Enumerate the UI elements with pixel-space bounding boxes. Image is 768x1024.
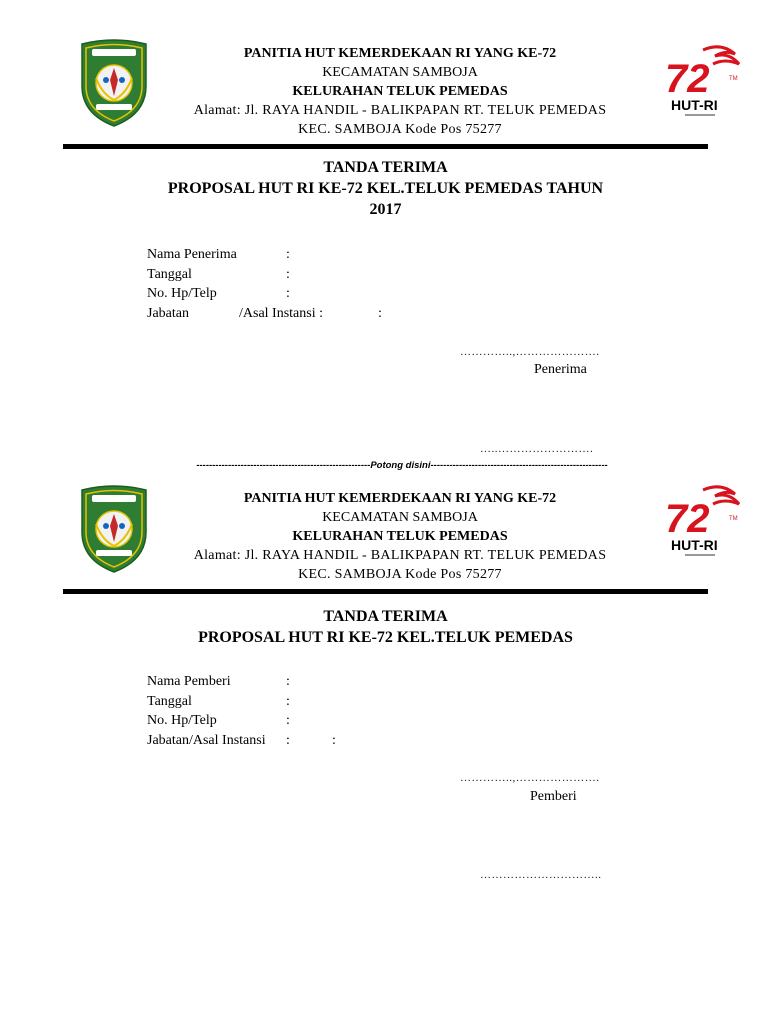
signer-label-bottom: Pemberi (530, 789, 577, 804)
receipt-fields-bottom (147, 672, 447, 750)
field-tanggal: Tanggal : (147, 266, 290, 282)
field-nama-pemberi: Nama Pemberi : (147, 674, 290, 689)
date-dots-bottom: …………..,…………………. (460, 772, 600, 784)
logo-number: 72 (665, 497, 710, 541)
hut-ri-72-logo-bottom (655, 484, 747, 564)
header-line3: KELURAHAN TELUK PEMEDAS (292, 529, 508, 544)
hut-ri-72-logo-top (655, 44, 747, 124)
kabupaten-emblem-top (78, 38, 150, 128)
header-line1: PANITIA HUT KEMERDEKAAN RI YANG KE-72 (243, 46, 557, 61)
header-line5: KEC. SAMBOJA Kode Pos 75277 (298, 567, 502, 582)
letterhead-top (150, 44, 650, 139)
receipt-title-top: TANDA TERIMA PROPOSAL HUT RI KE-72 KEL.TELUK PEMEDAS TAHUN 2017 (167, 159, 604, 218)
field-no-hp: No. Hp/Telp : (147, 286, 290, 301)
cut-line: -------------------------------------------------------Potong disini-------------------------------------------------------- (196, 460, 608, 471)
header-line2: KECAMATAN SAMBOJA (322, 510, 478, 525)
letterhead-bottom (150, 489, 650, 584)
logo-tm: TM (729, 76, 738, 82)
logo-text: HUT-RI (671, 537, 718, 553)
header-line4: Alamat: Jl. RAYA HANDIL - BALIKPAPAN RT. TELUK PEMEDAS (193, 548, 607, 563)
cut-line-text: Potong disini (370, 460, 431, 471)
header-line5: KEC. SAMBOJA Kode Pos 75277 (298, 122, 502, 137)
field-jabatan: Jabatan/Asal Instansi : : (147, 732, 336, 748)
kabupaten-emblem-bottom (78, 484, 150, 574)
signature-dots-bottom: ………………………….. (480, 869, 602, 881)
receipt-fields-top (147, 245, 447, 323)
field-nama-penerima: Nama Penerima : (147, 247, 290, 262)
signature-dots-top: …..……………………. (480, 443, 594, 455)
header-line2: KECAMATAN SAMBOJA (322, 65, 478, 80)
field-jabatan: Jabatan /Asal Instansi : : (147, 305, 382, 321)
header-line1: PANITIA HUT KEMERDEKAAN RI YANG KE-72 (243, 491, 557, 506)
header-line4: Alamat: Jl. RAYA HANDIL - BALIKPAPAN RT. TELUK PEMEDAS (193, 103, 607, 118)
date-dots-top: …………..,…………………. (460, 346, 600, 358)
receipt-title-bottom: TANDA TERIMA PROPOSAL HUT RI KE-72 KEL.TELUK PEMEDAS (198, 608, 573, 646)
logo-number: 72 (665, 57, 710, 101)
field-tanggal: Tanggal : (147, 693, 290, 709)
signer-label-top: Penerima (534, 362, 587, 377)
logo-text: HUT-RI (671, 97, 718, 113)
logo-tm: TM (729, 516, 738, 522)
field-no-hp: No. Hp/Telp : (147, 713, 290, 728)
header-line3: KELURAHAN TELUK PEMEDAS (292, 84, 508, 99)
header-rule-bottom (63, 589, 708, 594)
header-rule-top (63, 144, 708, 149)
